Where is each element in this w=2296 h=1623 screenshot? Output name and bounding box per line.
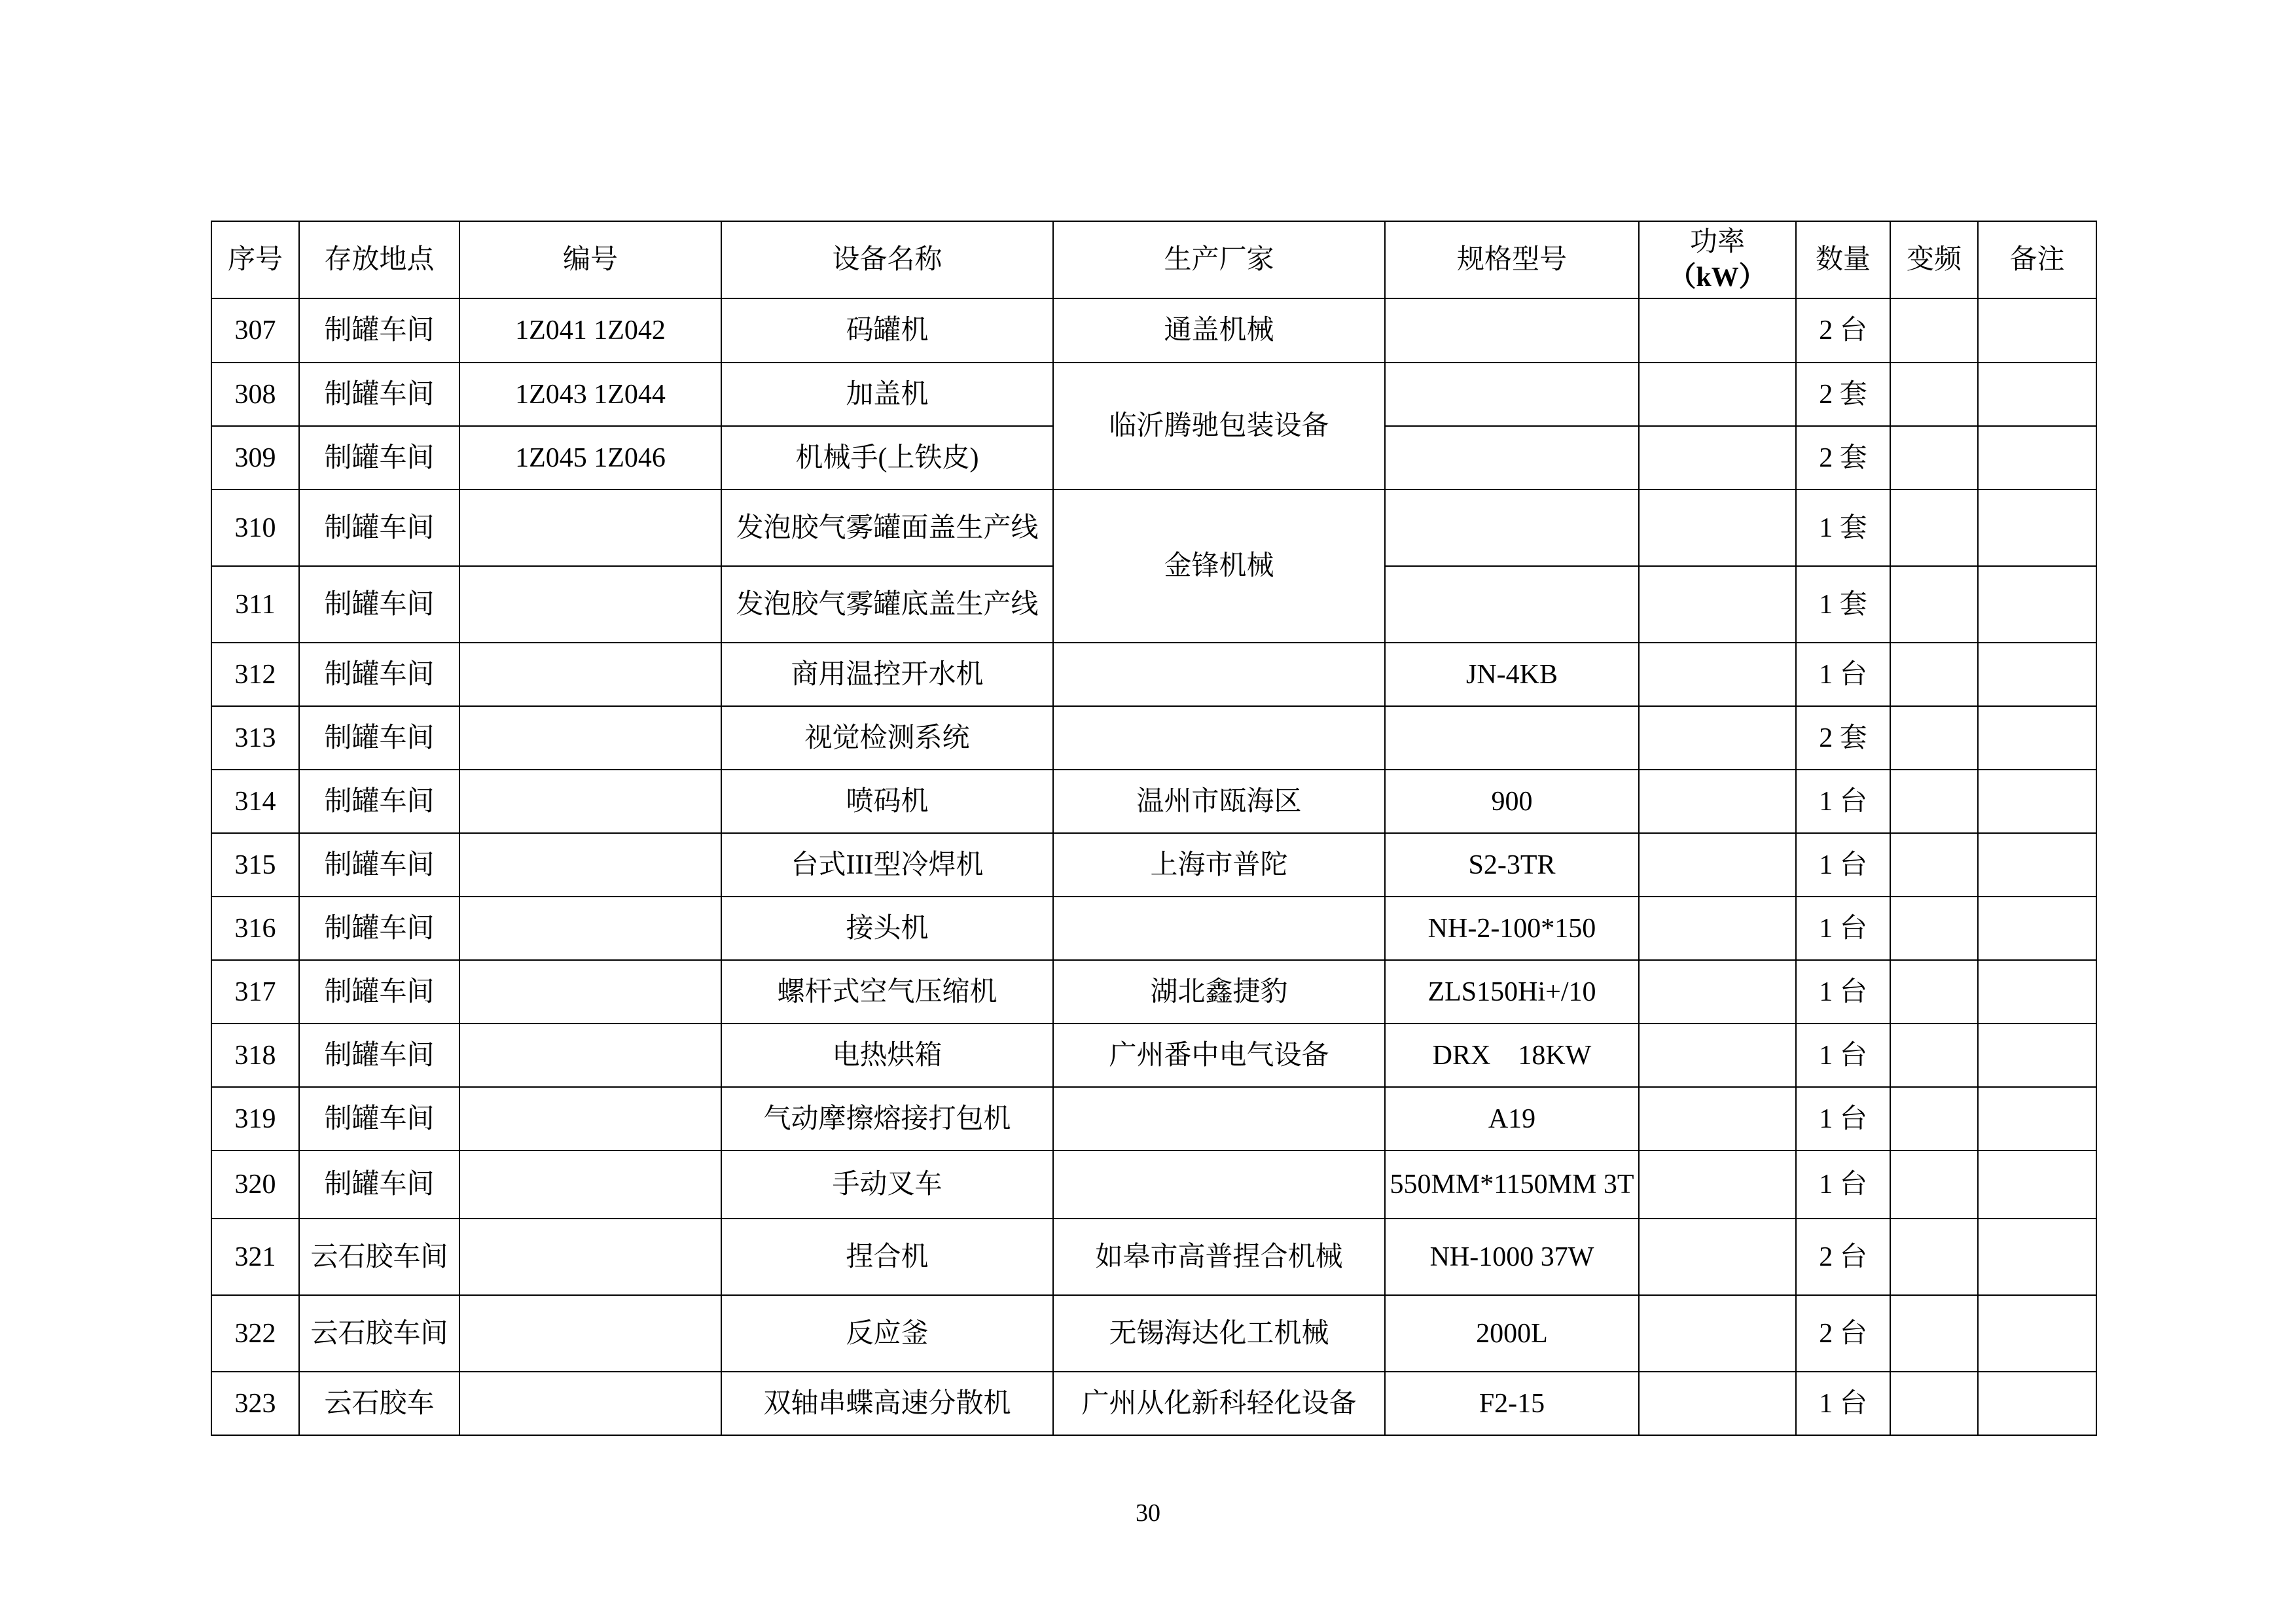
cell-location: 云石胶车间 — [299, 1219, 459, 1295]
cell-no: 308 — [211, 363, 299, 426]
cell-note — [1978, 1024, 2096, 1087]
cell-name: 电热烘箱 — [721, 1024, 1053, 1087]
header-note: 备注 — [1978, 221, 2096, 298]
cell-model — [1385, 490, 1639, 566]
cell-model: NH-1000 37W — [1385, 1219, 1639, 1295]
cell-name: 机械手(上铁皮) — [721, 426, 1053, 490]
cell-no: 322 — [211, 1295, 299, 1372]
cell-note — [1978, 566, 2096, 643]
cell-location: 制罐车间 — [299, 363, 459, 426]
table-row — [211, 1024, 2096, 1087]
cell-qty: 1 台 — [1796, 960, 1890, 1024]
cell-name: 加盖机 — [721, 363, 1053, 426]
cell-model — [1385, 298, 1639, 363]
cell-model: JN-4KB — [1385, 643, 1639, 706]
cell-no: 319 — [211, 1087, 299, 1150]
cell-note — [1978, 298, 2096, 363]
cell-code — [459, 897, 721, 960]
cell-name: 双轴串蝶高速分散机 — [721, 1372, 1053, 1435]
table-row — [211, 1219, 2096, 1295]
cell-vf — [1890, 1150, 1978, 1219]
cell-vf — [1890, 1087, 1978, 1150]
cell-qty: 2 台 — [1796, 1219, 1890, 1295]
cell-qty: 1 套 — [1796, 490, 1890, 566]
cell-vf — [1890, 770, 1978, 833]
cell-code — [459, 643, 721, 706]
header-power-unit: （kW） — [1668, 262, 1767, 293]
cell-power — [1639, 363, 1796, 426]
header-qty: 数量 — [1796, 221, 1890, 298]
cell-power — [1639, 643, 1796, 706]
cell-model: 900 — [1385, 770, 1639, 833]
cell-power — [1639, 1024, 1796, 1087]
cell-no: 320 — [211, 1150, 299, 1219]
cell-qty: 1 台 — [1796, 833, 1890, 897]
cell-model — [1385, 363, 1639, 426]
cell-qty: 2 套 — [1796, 363, 1890, 426]
cell-vf — [1890, 706, 1978, 770]
cell-name: 反应釜 — [721, 1295, 1053, 1372]
cell-name: 接头机 — [721, 897, 1053, 960]
cell-power — [1639, 1372, 1796, 1435]
cell-vf — [1890, 643, 1978, 706]
cell-code — [459, 490, 721, 566]
cell-model: NH-2-100*150 — [1385, 897, 1639, 960]
cell-code — [459, 1372, 721, 1435]
cell-location: 制罐车间 — [299, 1087, 459, 1150]
cell-model: F2-15 — [1385, 1372, 1639, 1435]
cell-maker: 无锡海达化工机械 — [1053, 1295, 1385, 1372]
cell-model — [1385, 706, 1639, 770]
cell-qty: 1 台 — [1796, 770, 1890, 833]
cell-location: 云石胶车 — [299, 1372, 459, 1435]
cell-maker: 广州番中电气设备 — [1053, 1024, 1385, 1087]
cell-code: 1Z041 1Z042 — [459, 298, 721, 363]
cell-name: 商用温控开水机 — [721, 643, 1053, 706]
cell-vf — [1890, 566, 1978, 643]
cell-power — [1639, 833, 1796, 897]
equipment-table-container — [211, 221, 2096, 1436]
cell-power — [1639, 897, 1796, 960]
header-location: 存放地点 — [299, 221, 459, 298]
table-row — [211, 490, 2096, 566]
cell-qty: 2 套 — [1796, 706, 1890, 770]
table-body — [211, 298, 2096, 1435]
cell-name: 视觉检测系统 — [721, 706, 1053, 770]
cell-model: 550MM*1150MM 3T — [1385, 1150, 1639, 1219]
cell-maker: 湖北鑫捷豹 — [1053, 960, 1385, 1024]
cell-no: 311 — [211, 566, 299, 643]
header-model: 规格型号 — [1385, 221, 1639, 298]
cell-code — [459, 770, 721, 833]
cell-qty: 1 台 — [1796, 897, 1890, 960]
cell-note — [1978, 770, 2096, 833]
cell-location: 制罐车间 — [299, 706, 459, 770]
cell-note — [1978, 426, 2096, 490]
table-row — [211, 833, 2096, 897]
cell-maker: 上海市普陀 — [1053, 833, 1385, 897]
table-row — [211, 960, 2096, 1024]
cell-power — [1639, 770, 1796, 833]
cell-vf — [1890, 897, 1978, 960]
table-row — [211, 706, 2096, 770]
cell-note — [1978, 363, 2096, 426]
table-row — [211, 897, 2096, 960]
cell-note — [1978, 833, 2096, 897]
header-vf: 变频 — [1890, 221, 1978, 298]
cell-note — [1978, 1219, 2096, 1295]
cell-location: 制罐车间 — [299, 833, 459, 897]
cell-note — [1978, 643, 2096, 706]
table-row — [211, 643, 2096, 706]
cell-vf — [1890, 1295, 1978, 1372]
cell-name: 喷码机 — [721, 770, 1053, 833]
cell-maker: 广州从化新科轻化设备 — [1053, 1372, 1385, 1435]
cell-no: 316 — [211, 897, 299, 960]
page-number: 30 — [1136, 1499, 1160, 1527]
cell-code — [459, 1219, 721, 1295]
cell-qty: 1 台 — [1796, 643, 1890, 706]
cell-code — [459, 833, 721, 897]
cell-code: 1Z043 1Z044 — [459, 363, 721, 426]
cell-location: 制罐车间 — [299, 960, 459, 1024]
cell-vf — [1890, 1024, 1978, 1087]
equipment-table — [211, 221, 2097, 1436]
cell-note — [1978, 1295, 2096, 1372]
cell-no: 309 — [211, 426, 299, 490]
cell-maker — [1053, 706, 1385, 770]
cell-no: 314 — [211, 770, 299, 833]
cell-location: 制罐车间 — [299, 1150, 459, 1219]
cell-qty: 1 套 — [1796, 566, 1890, 643]
cell-maker — [1053, 897, 1385, 960]
cell-location: 制罐车间 — [299, 643, 459, 706]
cell-maker: 临沂腾驰包装设备 — [1053, 363, 1385, 490]
cell-power — [1639, 706, 1796, 770]
cell-maker: 如皋市高普捏合机械 — [1053, 1219, 1385, 1295]
cell-qty: 2 套 — [1796, 426, 1890, 490]
cell-vf — [1890, 363, 1978, 426]
cell-location: 制罐车间 — [299, 897, 459, 960]
table-row — [211, 1295, 2096, 1372]
cell-no: 310 — [211, 490, 299, 566]
cell-name: 台式III型冷焊机 — [721, 833, 1053, 897]
table-header-row — [211, 221, 2096, 298]
cell-vf — [1890, 1219, 1978, 1295]
cell-code — [459, 1150, 721, 1219]
cell-location: 制罐车间 — [299, 1024, 459, 1087]
header-name: 设备名称 — [721, 221, 1053, 298]
cell-note — [1978, 490, 2096, 566]
cell-location: 制罐车间 — [299, 490, 459, 566]
cell-vf — [1890, 298, 1978, 363]
header-power-label: 功率 — [1689, 227, 1745, 257]
cell-name: 发泡胶气雾罐面盖生产线 — [721, 490, 1053, 566]
cell-location: 云石胶车间 — [299, 1295, 459, 1372]
cell-vf — [1890, 426, 1978, 490]
cell-no: 323 — [211, 1372, 299, 1435]
cell-code — [459, 1024, 721, 1087]
cell-location: 制罐车间 — [299, 566, 459, 643]
cell-vf — [1890, 833, 1978, 897]
cell-vf — [1890, 960, 1978, 1024]
header-maker: 生产厂家 — [1053, 221, 1385, 298]
cell-maker: 温州市瓯海区 — [1053, 770, 1385, 833]
cell-qty: 2 台 — [1796, 1295, 1890, 1372]
cell-code — [459, 706, 721, 770]
cell-power — [1639, 490, 1796, 566]
cell-model: S2-3TR — [1385, 833, 1639, 897]
cell-maker — [1053, 643, 1385, 706]
cell-qty: 1 台 — [1796, 1150, 1890, 1219]
cell-qty: 2 台 — [1796, 298, 1890, 363]
table-row — [211, 770, 2096, 833]
table-row — [211, 1150, 2096, 1219]
header-code: 编号 — [459, 221, 721, 298]
cell-code — [459, 566, 721, 643]
cell-model — [1385, 426, 1639, 490]
cell-note — [1978, 706, 2096, 770]
cell-model — [1385, 566, 1639, 643]
header-power — [1639, 221, 1796, 298]
cell-note — [1978, 1372, 2096, 1435]
cell-power — [1639, 426, 1796, 490]
cell-power — [1639, 1087, 1796, 1150]
cell-name: 螺杆式空气压缩机 — [721, 960, 1053, 1024]
cell-code — [459, 1295, 721, 1372]
cell-note — [1978, 1150, 2096, 1219]
cell-power — [1639, 1295, 1796, 1372]
cell-power — [1639, 1150, 1796, 1219]
cell-name: 气动摩擦熔接打包机 — [721, 1087, 1053, 1150]
cell-qty: 1 台 — [1796, 1372, 1890, 1435]
header-no: 序号 — [211, 221, 299, 298]
cell-model: A19 — [1385, 1087, 1639, 1150]
cell-note — [1978, 1087, 2096, 1150]
cell-maker — [1053, 1087, 1385, 1150]
cell-no: 313 — [211, 706, 299, 770]
cell-vf — [1890, 1372, 1978, 1435]
cell-name: 手动叉车 — [721, 1150, 1053, 1219]
cell-power — [1639, 566, 1796, 643]
cell-note — [1978, 897, 2096, 960]
table-row — [211, 363, 2096, 426]
cell-maker — [1053, 1150, 1385, 1219]
cell-no: 321 — [211, 1219, 299, 1295]
cell-model: DRX 18KW — [1385, 1024, 1639, 1087]
table-row — [211, 298, 2096, 363]
cell-qty: 1 台 — [1796, 1024, 1890, 1087]
cell-code: 1Z045 1Z046 — [459, 426, 721, 490]
table-row — [211, 1087, 2096, 1150]
cell-code — [459, 1087, 721, 1150]
cell-model: ZLS150Hi+/10 — [1385, 960, 1639, 1024]
cell-location: 制罐车间 — [299, 770, 459, 833]
cell-qty: 1 台 — [1796, 1087, 1890, 1150]
cell-no: 312 — [211, 643, 299, 706]
cell-name: 捏合机 — [721, 1219, 1053, 1295]
cell-no: 307 — [211, 298, 299, 363]
cell-no: 315 — [211, 833, 299, 897]
table-row — [211, 1372, 2096, 1435]
cell-location: 制罐车间 — [299, 298, 459, 363]
cell-maker: 金锋机械 — [1053, 490, 1385, 643]
cell-no: 317 — [211, 960, 299, 1024]
cell-model: 2000L — [1385, 1295, 1639, 1372]
cell-code — [459, 960, 721, 1024]
cell-location: 制罐车间 — [299, 426, 459, 490]
cell-power — [1639, 298, 1796, 363]
cell-power — [1639, 960, 1796, 1024]
cell-no: 318 — [211, 1024, 299, 1087]
cell-maker: 通盖机械 — [1053, 298, 1385, 363]
cell-note — [1978, 960, 2096, 1024]
cell-name: 发泡胶气雾罐底盖生产线 — [721, 566, 1053, 643]
cell-name: 码罐机 — [721, 298, 1053, 363]
cell-power — [1639, 1219, 1796, 1295]
cell-vf — [1890, 490, 1978, 566]
